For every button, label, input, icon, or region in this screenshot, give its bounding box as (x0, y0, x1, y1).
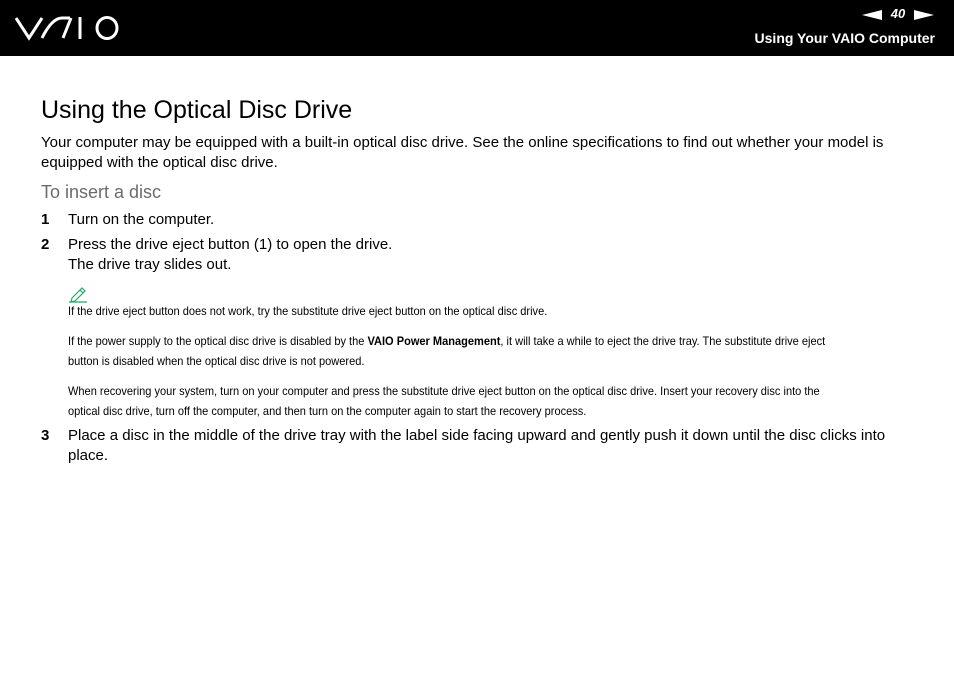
right-arrow-icon[interactable] (914, 10, 934, 20)
procedure-heading: To insert a disc (41, 182, 162, 202)
step-text: Turn on the computer. (68, 211, 215, 228)
note-1: If the drive eject button does not work, try the substitute drive eject button on the optical disc drive. (68, 304, 548, 318)
page-header (0, 0, 954, 56)
vaio-logo (14, 15, 120, 41)
step-text-line2: The drive tray slides out. (68, 255, 232, 273)
note-2-text-b: , it will take a while to eject the drive tray. The substitute drive eject button is disabled when the optical disc drive is not powered. (68, 334, 826, 368)
step-number: 3 (41, 427, 50, 444)
step-number: 2 (41, 236, 50, 253)
note-3: When recovering your system, turn on your computer and press the substitute drive eject button on the optical disc drive. Insert your recovery disc into the optical disc drive, turn off the computer, and then turn on the computer again to start the recovery process. (68, 384, 820, 418)
step-number: 1 (41, 211, 50, 228)
note-2 (68, 331, 850, 371)
page-title: Using the Optical Disc Drive (41, 96, 353, 124)
page-number: 40 (890, 6, 906, 21)
intro-paragraph: Your computer may be equipped with a built-in optical disc drive. See the online specifications to find out whether your model is equipped with the optical disc drive. (41, 134, 884, 171)
step-text (68, 235, 928, 274)
step-text-line1: Press the drive eject button (1) to open the drive. (68, 236, 393, 253)
step-text: Place a disc in the middle of the drive tray with the label side facing upward and gently push it down until the disc clicks into place. (68, 427, 886, 464)
note-2-text-a: If the power supply to the optical disc drive is disabled by the (68, 334, 368, 348)
left-arrow-icon[interactable] (862, 10, 882, 20)
vaio-power-management-term: VAIO Power Management (367, 334, 501, 348)
section-title: Using Your VAIO Computer (754, 30, 935, 46)
